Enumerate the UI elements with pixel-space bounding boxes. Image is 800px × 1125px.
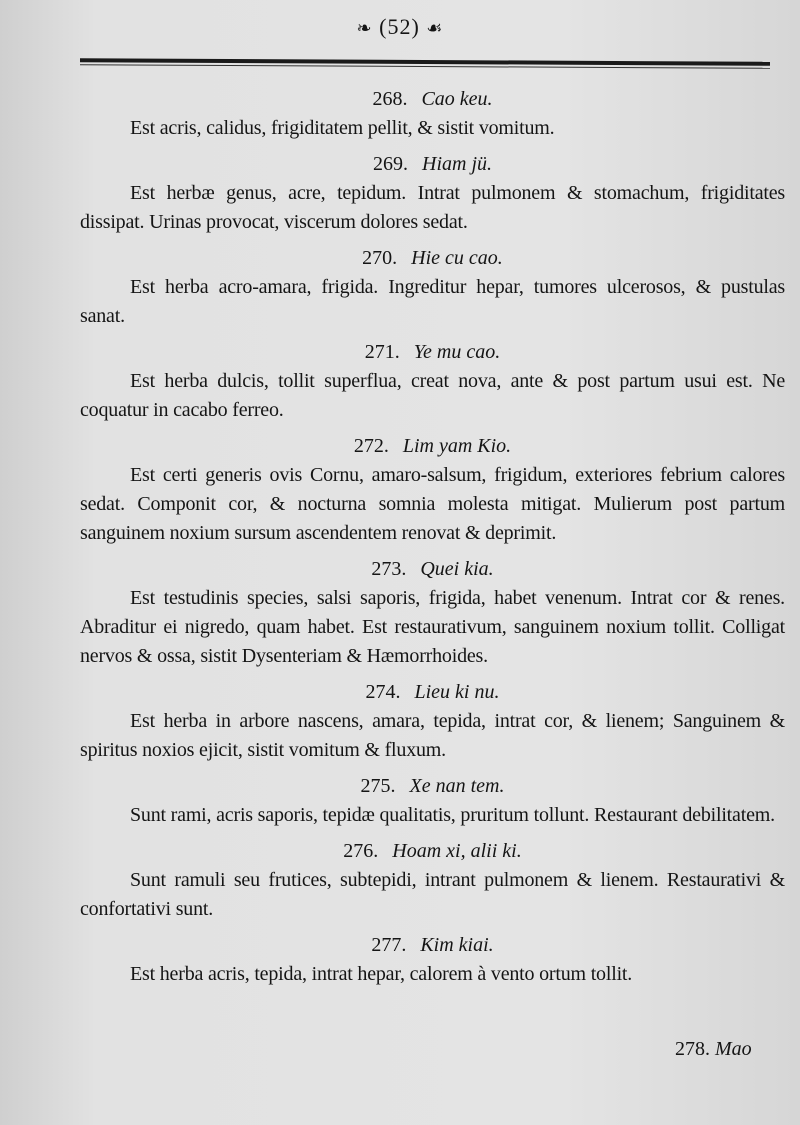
entry-269 <box>80 149 785 237</box>
entry-heading <box>80 84 785 114</box>
entry-name: Xe nan tem. <box>409 775 505 797</box>
entry-text: Sunt ramuli seu frutices, subtepidi, intrant pulmonem & lienem. Restaurativi & confortativi sunt. <box>80 869 785 920</box>
entry-heading <box>80 337 785 367</box>
entry-heading <box>80 930 785 960</box>
entry-text: Est acris, calidus, frigiditatem pellit, & sistit vomitum. <box>130 117 555 139</box>
entry-number: 273. <box>371 558 407 580</box>
entry-276 <box>80 836 785 924</box>
entry-name: Hoam xi, alii ki. <box>392 840 522 862</box>
catchword <box>675 1038 752 1061</box>
entry-271 <box>80 337 785 425</box>
entry-heading <box>80 149 785 179</box>
page-header <box>0 14 800 40</box>
entry-number: 269. <box>373 153 408 175</box>
entry-number: 271. <box>364 341 400 363</box>
entry-277 <box>80 930 785 989</box>
entries-list <box>80 84 785 995</box>
catchword-number: 278. <box>675 1038 710 1060</box>
entry-heading <box>80 677 785 707</box>
entry-heading <box>80 243 785 273</box>
entry-text: Est testudinis species, salsi saporis, frigida, habet venenum. Intrat cor & renes. Abraditur ei nigredo, quam habet. Est restaurativum, sanguinem noxium tollit. Colligat nervos & ossa, sistit Dysenteriam & Hæmorrhoides. <box>80 587 785 667</box>
page-number: (52) <box>379 14 420 39</box>
entry-text: Est herbæ genus, acre, tepidum. Intrat pulmonem & stomachum, frigiditates dissipat. Urinas provocat, viscerum dolores sedat. <box>80 182 785 233</box>
entry-270 <box>80 243 785 331</box>
entry-number: 274. <box>365 681 401 703</box>
entry-text: Est herba acro-amara, frigida. Ingreditur hepar, tumores ulcerosos, & pustulas sanat. <box>80 276 785 327</box>
entry-heading <box>80 836 785 866</box>
entry-name: Quei kia. <box>420 558 494 580</box>
entry-273 <box>80 554 785 671</box>
catchword-name: Mao <box>715 1038 752 1060</box>
ornament-right-icon: ☙ <box>426 18 444 38</box>
entry-name: Ye mu cao. <box>413 341 501 363</box>
entry-name: Lim yam Kio. <box>402 435 512 457</box>
entry-name: Lieu ki nu. <box>414 681 500 703</box>
entry-name: Cao keu. <box>421 88 493 110</box>
entry-name: Hie cu cao. <box>411 247 503 269</box>
entry-heading <box>80 431 785 461</box>
entry-heading <box>80 771 785 801</box>
entry-number: 272. <box>353 435 389 457</box>
entry-name: Kim kiai. <box>420 934 494 956</box>
entry-number: 276. <box>343 840 379 862</box>
entry-text: Est certi generis ovis Cornu, amaro-salsum, frigidum, exteriores febrium calores sedat. Componit cor, & nocturna somnia molesta mitigat. Mulierum post partum sanguinem noxium sursum ascendentem renovat & deprimit. <box>80 464 785 544</box>
entry-275 <box>80 771 785 830</box>
entry-number: 277. <box>371 934 407 956</box>
ornament-left-icon: ❧ <box>356 18 373 38</box>
entry-number: 268. <box>372 88 408 110</box>
entry-272 <box>80 431 785 548</box>
entry-268 <box>80 84 785 143</box>
entry-text: Est herba dulcis, tollit superflua, creat nova, ante & post partum usui est. Ne coquatur in cacabo ferreo. <box>80 370 785 421</box>
entry-text: Sunt rami, acris saporis, tepidæ qualitatis, pruritum tollunt. Restaurant debilitatem. <box>130 804 775 826</box>
entry-heading <box>80 554 785 584</box>
entry-number: 270. <box>362 247 398 269</box>
entry-name: Hiam jü. <box>422 153 492 175</box>
entry-text: Est herba in arbore nascens, amara, tepida, intrat cor, & lienem; Sanguinem & spiritus noxios ejicit, sistit vomitum & fluxum. <box>80 710 785 761</box>
entry-274 <box>80 677 785 765</box>
entry-text: Est herba acris, tepida, intrat hepar, calorem à vento ortum tollit. <box>130 963 633 985</box>
entry-number: 275. <box>360 775 396 797</box>
